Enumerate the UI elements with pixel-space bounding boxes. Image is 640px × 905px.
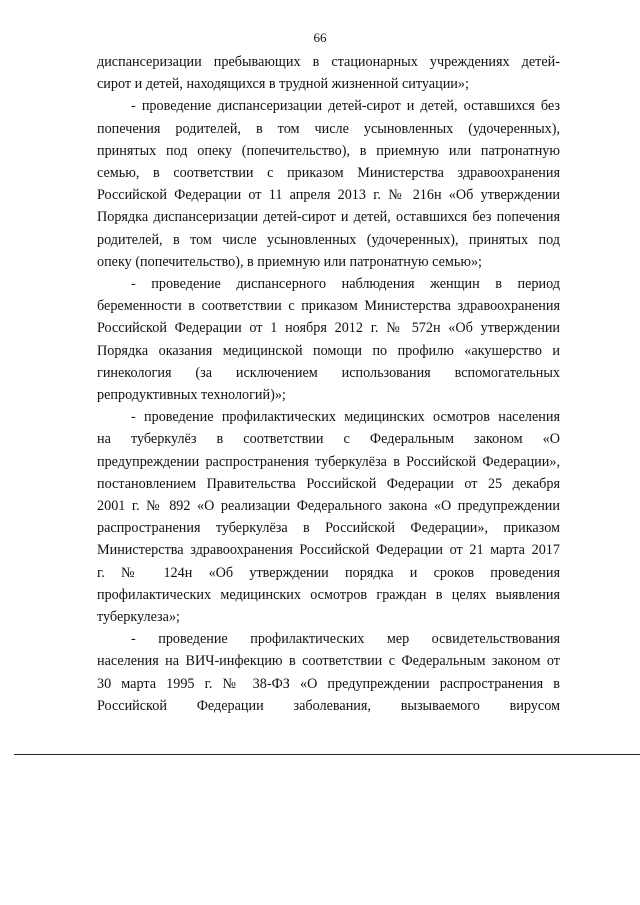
- text-line: диспансеризации пребывающих в стационарных учреждениях детей-: [97, 54, 560, 70]
- text-line: 2001 г. № 892 «О реализации Федерального закона «О предупреждении: [97, 498, 560, 515]
- text-line: родителей, в том числе усыновленных (удочеренных), принятых под: [97, 231, 560, 248]
- text-line: семью, в соответствии с приказом Министерства здравоохранения: [97, 165, 560, 182]
- page-number: 66: [313, 30, 327, 45]
- text-line: населения на ВИЧ-инфекцию в соответствии с Федеральным законом от: [97, 653, 560, 670]
- text-line: распространения туберкулёза в Российской Федерации», приказом: [97, 520, 560, 537]
- text-line: туберкулеза»;: [97, 609, 180, 626]
- text-line: постановлением Правительства Российской Федерации от 25 декабря: [97, 475, 560, 492]
- paragraph-4: [97, 406, 560, 628]
- text-line: г. № 124н «Об утверждении порядка и сроков проведения: [97, 564, 560, 581]
- text-line: - проведение профилактических мер освидетельствования: [131, 631, 560, 648]
- text-line: - проведение профилактических медицинских осмотров населения: [131, 409, 560, 426]
- text-line: - проведение диспансерного наблюдения женщин в период: [131, 276, 560, 293]
- text-line: принятых под опеку (попечительство), в приемную или патронатную: [97, 142, 560, 159]
- text-line: попечения родителей, в том числе усыновленных (удочеренных),: [97, 120, 560, 137]
- document-body: [97, 51, 560, 717]
- text-line: Порядка оказания медицинской помощи по профилю «акушерство и: [97, 342, 560, 359]
- text-line: Порядка диспансеризации детей-сирот и детей, оставшихся без попечения: [97, 209, 560, 226]
- text-line: 30 марта 1995 г. № 38-ФЗ «О предупреждении распространения в: [97, 675, 560, 692]
- text-line: беременности в соответствии с приказом Министерства здравоохранения: [97, 298, 560, 315]
- paragraph-1: [97, 51, 560, 95]
- text-line: сирот и детей, находящихся в трудной жизненной ситуации»;: [97, 76, 469, 93]
- text-line: Российской Федерации от 1 ноября 2012 г. № 572н «Об утверждении: [97, 320, 560, 337]
- footer-divider: [14, 754, 640, 755]
- text-line: на туберкулёз в соответствии с Федеральным законом «О: [97, 431, 560, 448]
- text-line: Российской Федерации заболевания, вызываемого вирусом: [97, 697, 560, 714]
- text-line: предупреждении распространения туберкулёза в Российской Федерации»,: [97, 453, 560, 470]
- paragraph-2: [97, 95, 560, 273]
- text-line: Российской Федерации от 11 апреля 2013 г. № 216н «Об утверждении: [97, 187, 560, 204]
- paragraph-3: [97, 273, 560, 406]
- text-line: репродуктивных технологий)»;: [97, 387, 286, 404]
- text-line: гинекология (за исключением использования вспомогательных: [97, 364, 560, 381]
- text-line: опеку (попечительство), в приемную или патронатную семью»;: [97, 253, 482, 270]
- text-line: профилактических медицинских осмотров граждан в целях выявления: [97, 586, 560, 603]
- text-line: Министерства здравоохранения Российской Федерации от 21 марта 2017: [97, 542, 560, 559]
- paragraph-5: [97, 628, 560, 717]
- text-line: - проведение диспансеризации детей-сирот и детей, оставшихся без: [131, 98, 560, 115]
